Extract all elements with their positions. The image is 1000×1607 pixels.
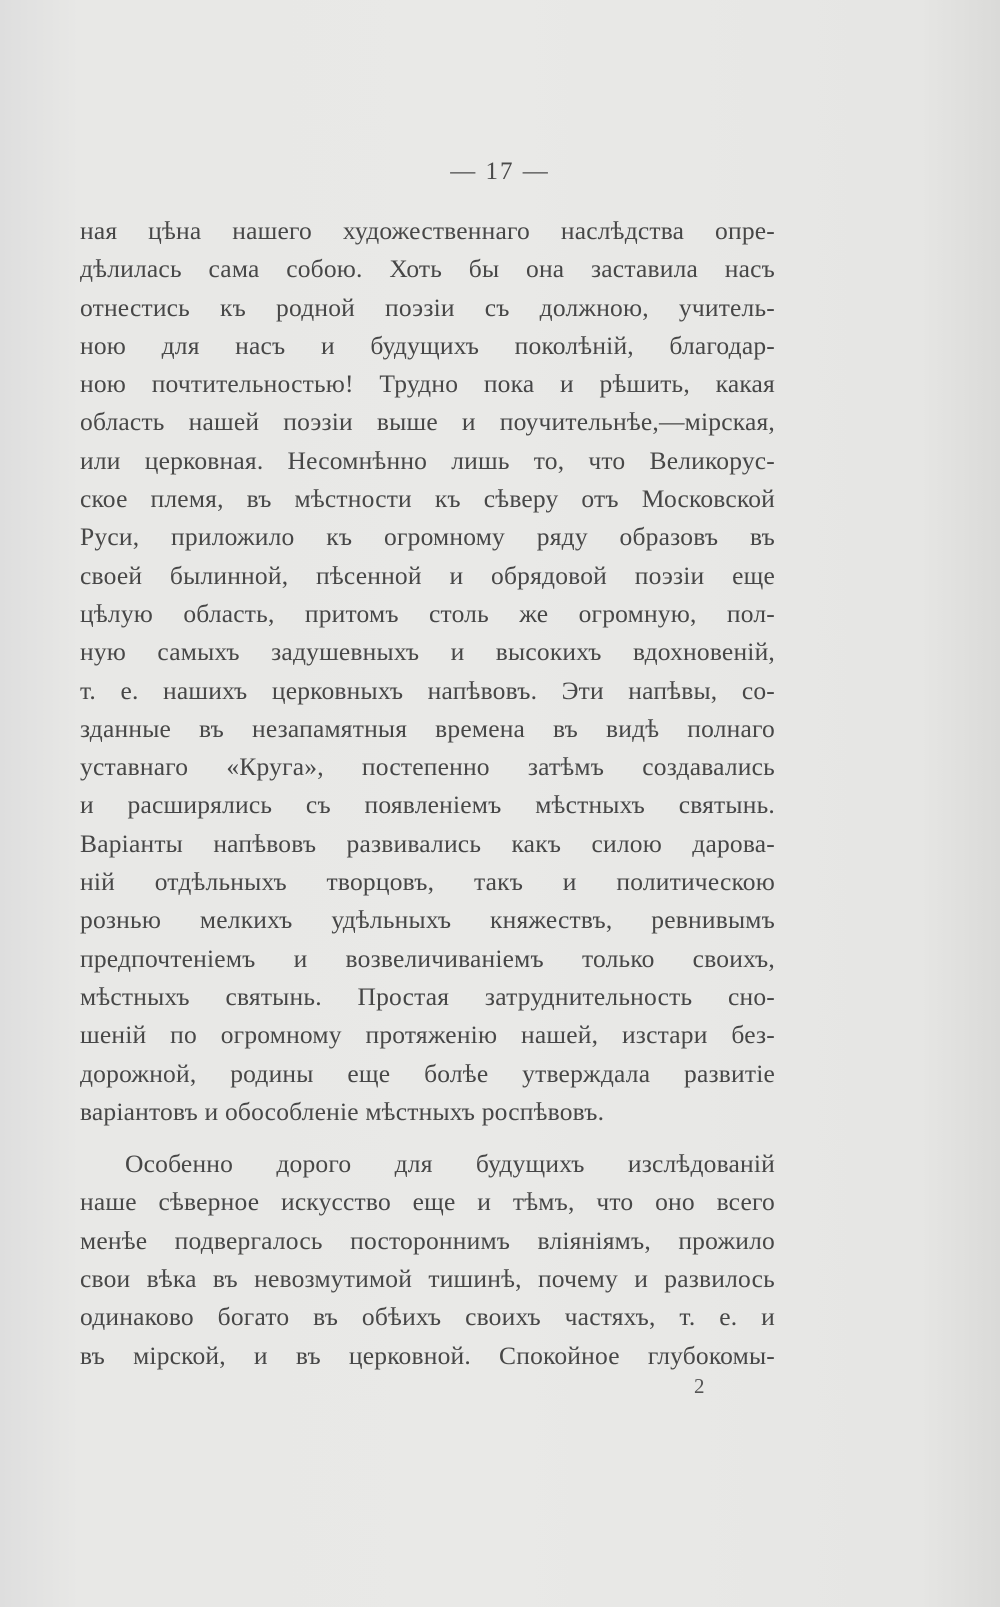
text-line: Особенно дорого для будущихъ изслѣдованій — [125, 1149, 775, 1179]
paragraph-gap — [80, 1131, 775, 1145]
text-line: рознью мелкихъ удѣльныхъ княжествъ, ревнивымъ — [80, 905, 775, 935]
text-line: предпочтеніемъ и возвеличиваніемъ только своихъ, — [80, 943, 775, 973]
text-line: Варіанты напѣвовъ развивались какъ силою дарова- — [80, 828, 775, 858]
text-line: дорожной, родины еще болѣе утверждала развитіе — [80, 1058, 775, 1088]
text-line: т. е. нашихъ церковныхъ напѣвовъ. Эти напѣвы, со- — [80, 675, 775, 705]
text-line: ній отдѣльныхъ творцовъ, такъ и политическою — [80, 867, 775, 897]
text-line: одинаково богато въ обѣихъ своихъ частяхъ, т. е. и — [80, 1302, 775, 1332]
text-line: и расширялись съ появленіемъ мѣстныхъ святынь. — [80, 790, 775, 820]
page-number-header: — 17 — — [450, 158, 550, 185]
text-line: шеній по огромному протяженію нашей, изстари без- — [80, 1020, 775, 1050]
paragraph-1 — [80, 212, 775, 1131]
text-line: цѣлую область, притомъ столь же огромную, пол- — [80, 598, 775, 628]
text-line: зданные въ незапамятныя времена въ видѣ полнаго — [80, 713, 775, 743]
paragraph-2 — [80, 1145, 775, 1375]
text-line: варіантовъ и обособленіе мѣстныхъ роспѣвовъ. — [80, 1096, 605, 1126]
text-line: свои вѣка въ невозмутимой тишинѣ, почему и развилось — [80, 1264, 775, 1294]
text-line: ную самыхъ задушевныхъ и высокихъ вдохновеній, — [80, 637, 775, 667]
text-line: ною для насъ и будущихъ поколѣній, благодар- — [80, 330, 775, 360]
text-line: въ мірской, и въ церковной. Спокойное глубокомы- — [80, 1340, 775, 1370]
text-line: своей былинной, пѣсенной и обрядовой поэзіи еще — [80, 560, 775, 590]
text-line: ная цѣна нашего художественнаго наслѣдства опре- — [80, 216, 775, 245]
text-line: Руси, приложило къ огромному ряду образовъ въ — [80, 522, 775, 552]
text-line: мѣстныхъ святынь. Простая затруднительность сно- — [80, 981, 775, 1011]
text-line: ское племя, въ мѣстности къ сѣверу отъ Московской — [80, 484, 775, 514]
text-line: область нашей поэзіи выше и поучительнѣе,—мірская, — [80, 407, 775, 437]
text-line: наше сѣверное искусство еще и тѣмъ, что оно всего — [80, 1187, 775, 1217]
text-line: дѣлилась сама собою. Хоть бы она заставила насъ — [80, 254, 775, 284]
text-line: ною почтительностью! Трудно пока и рѣшить, какая — [80, 369, 775, 399]
text-line: уставнаго «Круга», постепенно затѣмъ создавались — [80, 752, 775, 782]
text-line: отнестись къ родной поэзіи съ должною, учитель- — [80, 292, 775, 322]
text-line: менѣе подвергалось постороннимъ вліяніямъ, прожило — [80, 1225, 775, 1255]
signature-mark: 2 — [694, 1374, 705, 1398]
body-text — [80, 212, 775, 1375]
text-line: или церковная. Несомнѣнно лишь то, что Великорус- — [80, 445, 775, 475]
